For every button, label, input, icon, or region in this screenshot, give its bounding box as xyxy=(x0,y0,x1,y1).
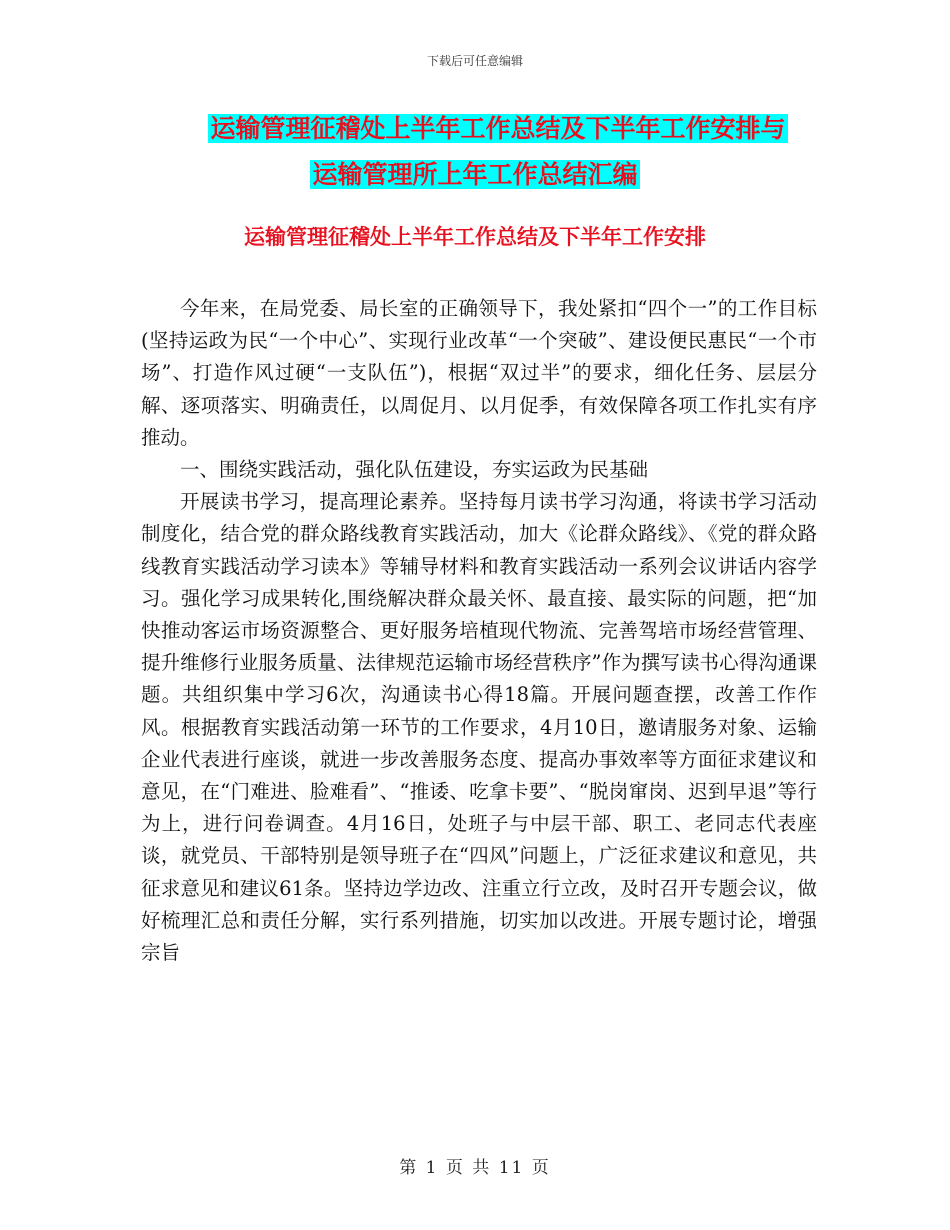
page-footer: 第 1 页 共 11 页 xyxy=(399,1158,551,1178)
paragraph-study: 开展读书学习，提高理论素养。坚持每月读书学习沟通，将读书学习活动制度化，结合党的群众路线教育实践活动，加大《论群众路线》、《党的群众路线教育实践活动学习读本》等辅导材料和教育实践活动一系列会议讲话内容学习。强化学习成果转化,围绕解决群众最关怀、最直接、最实际的问题，把“加快推动客运市场资源整合、更好服务培植现代物流、完善驾培市场经营管理、提升维修行业服务质量、法律规范运输市场经营秩序”作为撰写读书心得沟通课题。共组织集中学习6次，沟通读书心得18篇。开展问题查摆，改善工作作风。根据教育实践活动第一环节的工作要求，4月10日，邀请服务对象、运输企业代表进行座谈，就进一步改善服务态度、提高办事效率等方面征求建议和意见，在“门难进、脸难看”、“推诿、吃拿卡要”、“脱岗窜岗、迟到早退”等行为上，进行问卷调查。4月16日，处班子与中层干部、职工、老同志代表座谈，就党员、干部特别是领导班子在“四风”问题上，广泛征求建议和意见，共征求意见和建议61条。坚持边学边改、注重立行立改，及时召开专题会议，做好梳理汇总和责任分解，实行系列措施，切实加以改进。开展专题讨论，增强宗旨 xyxy=(141,490,817,965)
document-title-line-2 xyxy=(0,156,950,194)
title-highlight-2: 运输管理所上年工作总结汇编 xyxy=(312,160,638,189)
document-body xyxy=(141,293,817,969)
section-title: 运输管理征稽处上半年工作总结及下半年工作安排 xyxy=(244,224,706,249)
paragraph-intro: 今年来，在局党委、局长室的正确领导下，我处紧扣“四个一”的工作目标(坚持运政为民“一个中心”、实现行业改革“一个突破”、建设便民惠民“一个市场”、打造作风过硬“一支队伍”)，根据“双过半”的要求，细化任务、层层分解、逐项落实、明确责任，以周促月、以月促季，有效保障各项工作扎实有序推动。 xyxy=(141,297,817,449)
title-highlight-1: 运输管理征稽处上半年工作总结及下半年工作安排与 xyxy=(210,114,786,143)
paragraph-heading-1: 一、围绕实践活动，强化队伍建设，夯实运政为民基础 xyxy=(180,458,649,482)
document-title-line-1 xyxy=(0,110,950,148)
header-note: 下载后可任意编辑 xyxy=(426,54,523,68)
